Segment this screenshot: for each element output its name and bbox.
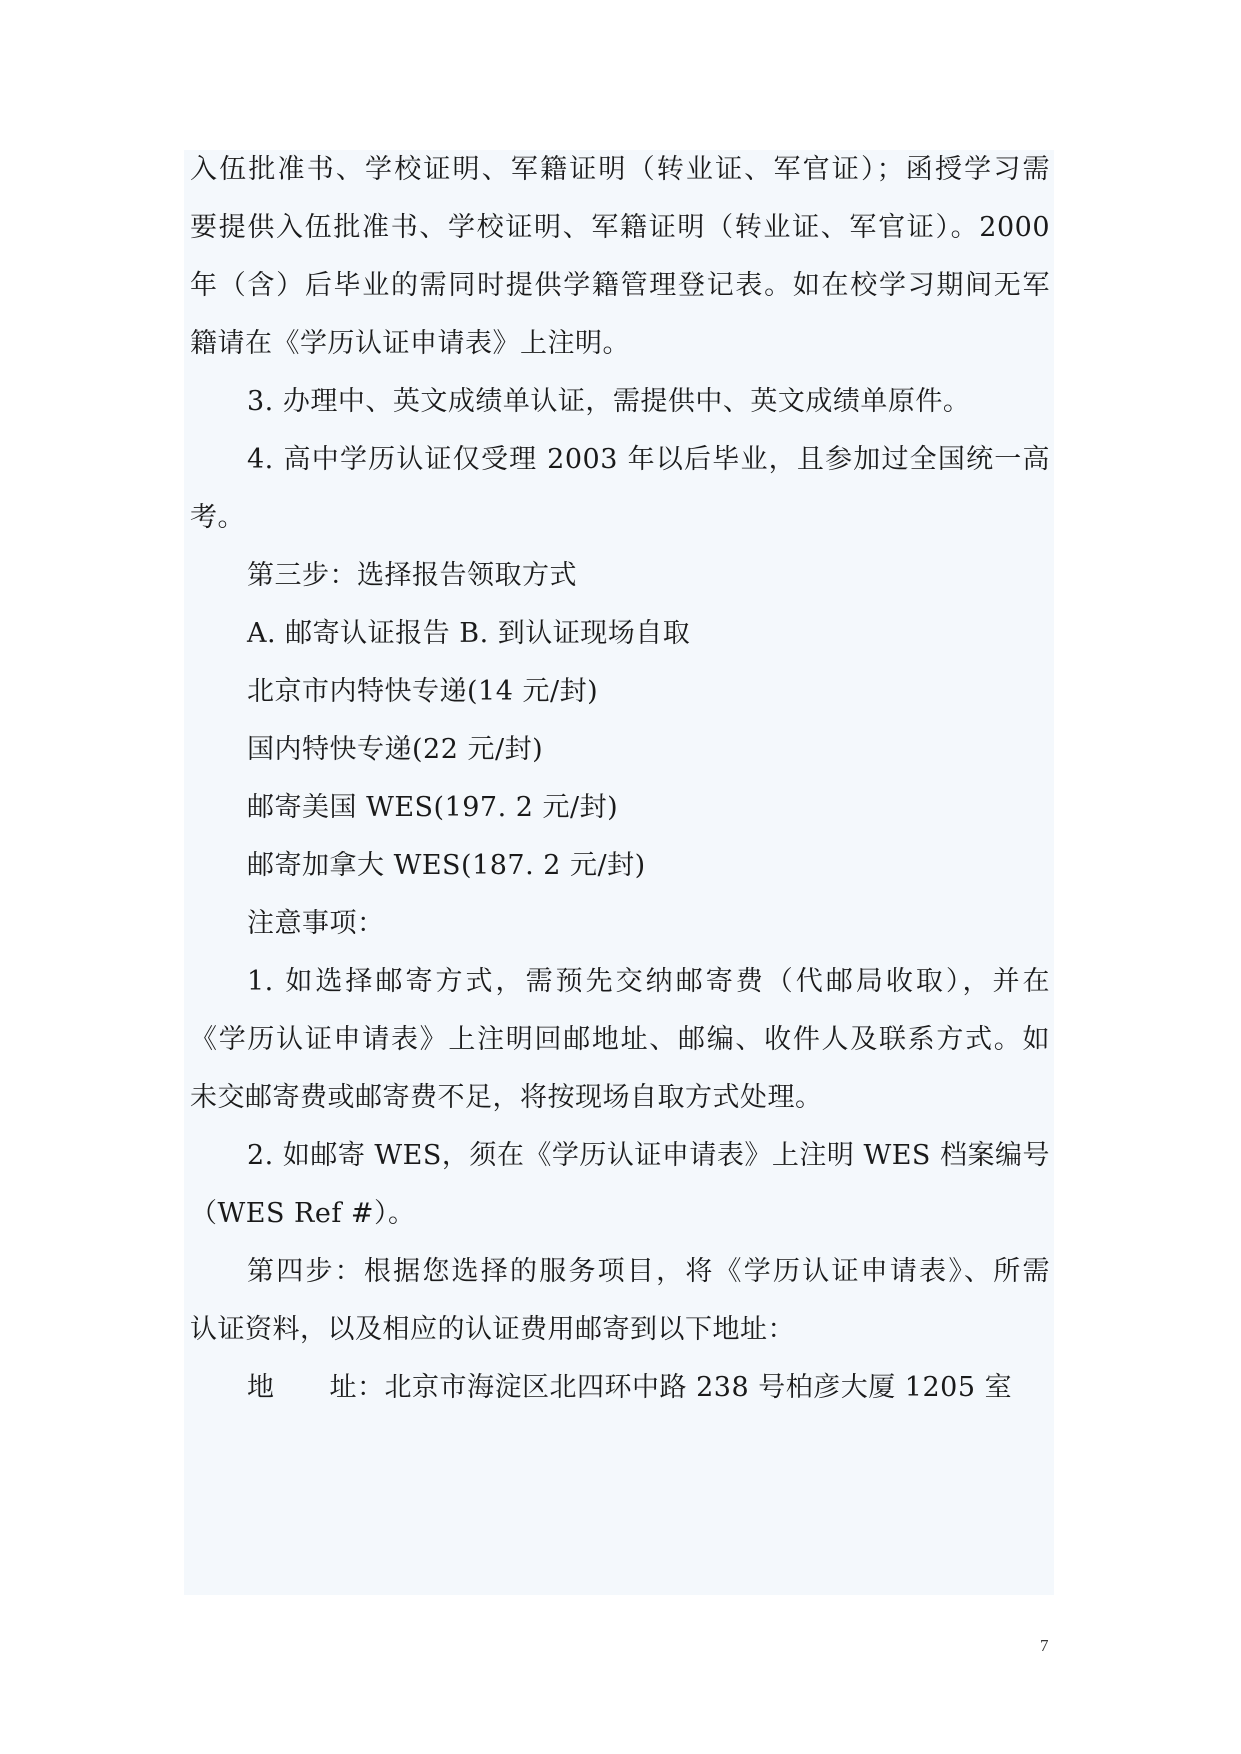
text-line: 年（含）后毕业的需同时提供学籍管理登记表。如在校学习期间无军 <box>190 270 1050 301</box>
page-number: 7 <box>1040 1636 1049 1655</box>
section-heading: 注意事项： <box>247 908 385 939</box>
list-item: 邮寄美国 WES(197. 2 元/封) <box>247 792 619 823</box>
text-line: 要提供入伍批准书、学校证明、军籍证明（转业证、军官证）。2000 <box>190 212 1050 243</box>
list-item: 北京市内特快专递(14 元/封) <box>247 676 599 707</box>
text-line: 考。 <box>190 502 245 533</box>
text-line: 《学历认证申请表》上注明回邮地址、邮编、收件人及联系方式。如 <box>190 1024 1050 1055</box>
text-line: 认证资料，以及相应的认证费用邮寄到以下地址： <box>190 1314 795 1345</box>
body-text <box>184 150 1054 1595</box>
text-line: A. 邮寄认证报告 B. 到认证现场自取 <box>247 618 691 649</box>
text-line: 籍请在《学历认证申请表》上注明。 <box>190 328 630 359</box>
list-item: 国内特快专递(22 元/封) <box>247 734 544 765</box>
text-line: （WES Ref #）。 <box>190 1198 416 1229</box>
list-item: 4. 高中学历认证仅受理 2003 年以后毕业，且参加过全国统一高 <box>247 444 1050 475</box>
list-item: 2. 如邮寄 WES，须在《学历认证申请表》上注明 WES 档案编号 <box>247 1140 1051 1171</box>
text-line: 未交邮寄费或邮寄费不足，将按现场自取方式处理。 <box>190 1082 823 1113</box>
list-item: 3. 办理中、英文成绩单认证，需提供中、英文成绩单原件。 <box>247 386 971 417</box>
list-item: 邮寄加拿大 WES(187. 2 元/封) <box>247 850 646 881</box>
text-line: 入伍批准书、学校证明、军籍证明（转业证、军官证）；函授学习需 <box>190 154 1050 185</box>
address-line: 地 址：北京市海淀区北四环中路 238 号柏彦大厦 1205 室 <box>247 1372 1013 1403</box>
section-heading: 第四步：根据您选择的服务项目，将《学历认证申请表》、所需 <box>247 1256 1050 1287</box>
section-heading: 第三步：选择报告领取方式 <box>247 560 577 591</box>
list-item: 1. 如选择邮寄方式，需预先交纳邮寄费（代邮局收取），并在 <box>247 966 1050 997</box>
